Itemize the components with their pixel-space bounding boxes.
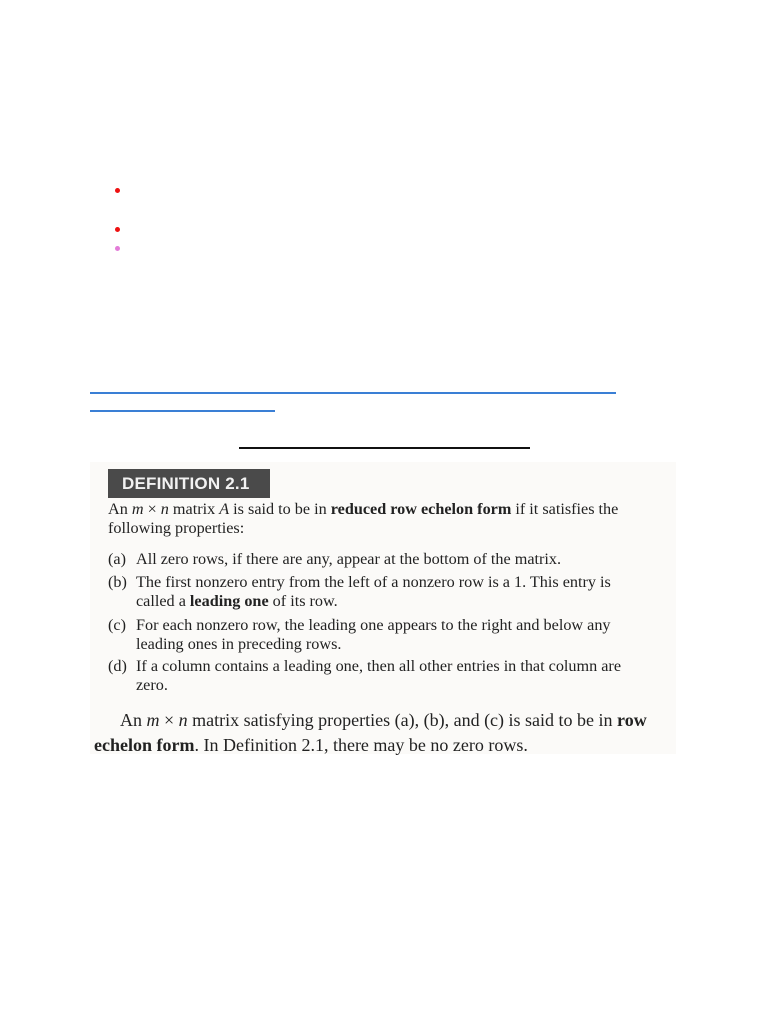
- pink-bullet-icon: [115, 246, 120, 251]
- leading-one-term: leading one: [189, 592, 269, 610]
- red-bullet-icon: [115, 227, 120, 232]
- definition-header: DEFINITION 2.1: [108, 469, 270, 498]
- definition-intro-line2: following properties:: [108, 519, 245, 537]
- red-bullet-icon: [115, 188, 120, 193]
- section-underline: [239, 447, 530, 449]
- property-a: (a) All zero rows, if there are any, appear at the bottom of the matrix.: [108, 550, 562, 568]
- definition-intro: An m × n matrix A is said to be in reduced row echelon form if it satisfies the: [108, 500, 619, 518]
- property-b: (b) The first nonzero entry from the left of a nonzero row is a 1. This entry is: [108, 573, 611, 591]
- footnote-line2: echelon form. In Definition 2.1, there may be no zero rows.: [94, 735, 528, 755]
- property-c-line2: leading ones in preceding rows.: [136, 635, 342, 653]
- property-b-line2: called a leading one of its row.: [136, 592, 338, 610]
- footnote-line1: An m × n matrix satisfying properties (a), (b), and (c) is said to be in row: [120, 710, 647, 730]
- property-c: (c) For each nonzero row, the leading one appears to the right and below any: [108, 616, 611, 634]
- definition-scan: [90, 462, 676, 754]
- link-underline[interactable]: [90, 410, 275, 412]
- property-d: (d) If a column contains a leading one, then all other entries in that column are: [108, 657, 622, 675]
- link-underline[interactable]: [90, 392, 616, 394]
- defined-term: reduced row echelon form: [330, 500, 512, 518]
- property-d-line2: zero.: [136, 676, 168, 694]
